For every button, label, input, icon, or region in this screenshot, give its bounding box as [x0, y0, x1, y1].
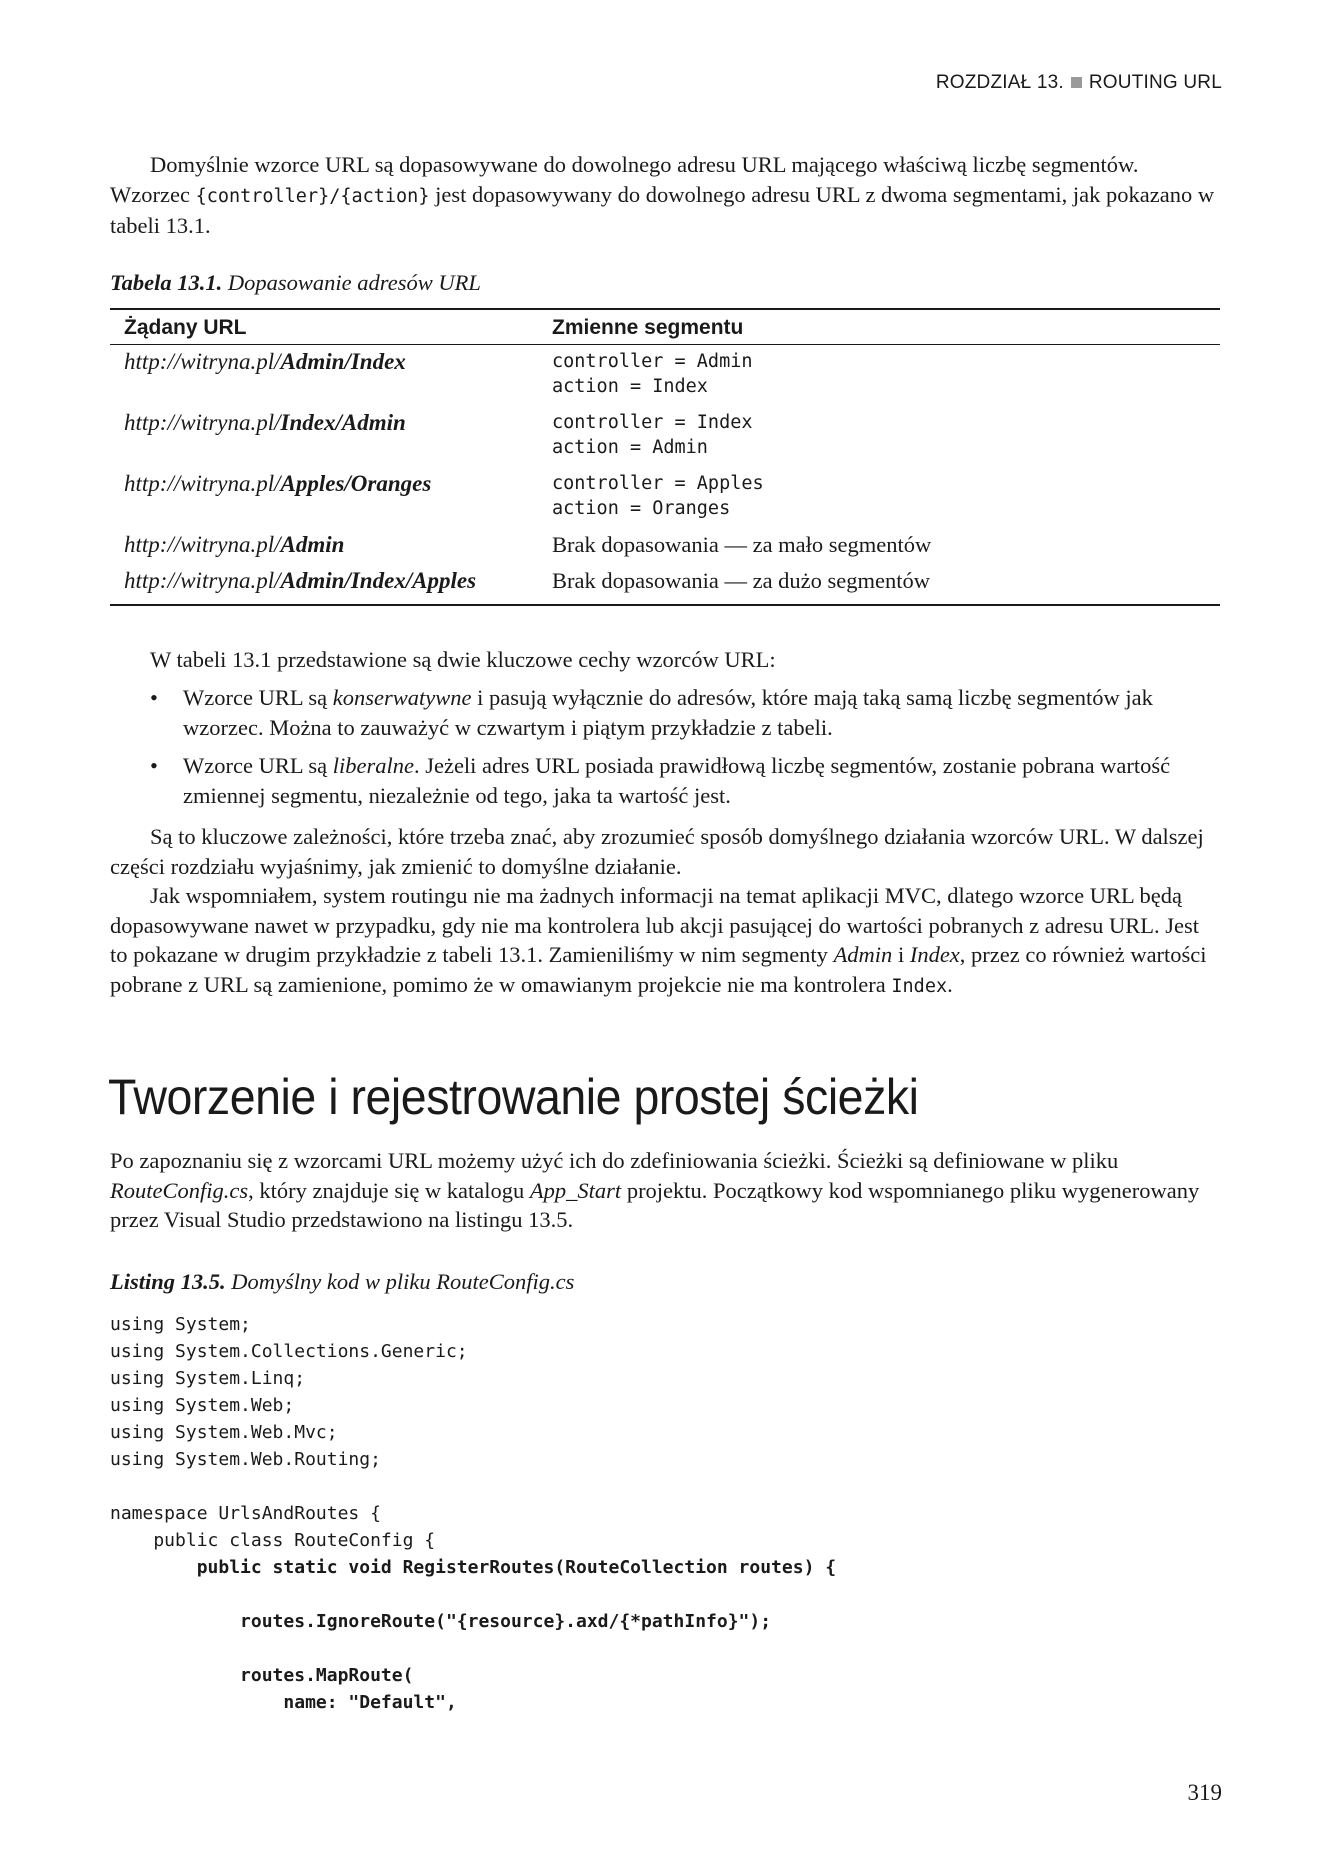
bullet-emphasis: konserwatywne: [332, 685, 472, 710]
var-action: action = Oranges: [552, 498, 731, 519]
intro-paragraph: [110, 150, 1220, 241]
route-text-c: projektu. Początkowy kod wspomnianego pliku wygenerowany przez Visual Studio przedstawiono na listingu 13.5.: [110, 1177, 1200, 1232]
table-caption: [110, 270, 481, 296]
table-cell-vars: [538, 345, 1220, 407]
bullet-dot-icon: •: [150, 753, 158, 778]
header-chapter: ROZDZIAŁ 13.: [935, 72, 1064, 93]
table-cell-url: [110, 345, 538, 407]
section-heading: Tworzenie i rejestrowanie prostej ścieżki: [108, 1069, 919, 1125]
url-segments: Apples/Oranges: [280, 471, 432, 496]
table-row: [110, 345, 1220, 407]
table-cell-url: [110, 406, 538, 467]
table-header-row: [110, 309, 1220, 345]
bullet-item: [150, 683, 1220, 742]
route-intro-paragraph: [110, 1146, 1220, 1235]
route-em-file: RouteConfig.cs: [110, 1177, 249, 1203]
var-controller: controller = Apples: [552, 473, 764, 494]
intro-text-a: Domyślnie wzorce URL są dopasowywane do dowolnego adresu URL mającego właściwą liczbę segmentów. Wzorzec: [110, 152, 1139, 207]
url-segments: Index/Admin: [280, 410, 406, 435]
table-cell-url: [110, 528, 538, 564]
url-prefix: http://witryna.pl/: [124, 568, 281, 593]
table-cell-url: [110, 564, 538, 605]
routing-text-a: Jak wspomniałem, system routingu nie ma żadnych informacji na temat aplikacji MVC, dlatego wzorce URL będą dopasowywane nawet w przypadku, gdy nie ma kontrolera lub akcji pasującej do wartości pobranych z adresu URL. Jest to pokazane w drugim przykładzie z tabeli 13.1. Zamieniliśmy w nim segmenty: [110, 883, 1200, 967]
table-cell-no-match: Brak dopasowania — za dużo segmentów: [552, 568, 931, 593]
routing-em-index: Index: [909, 942, 960, 967]
bullet-text-b: i pasują wyłącznie do adresów, które mają taką samą liczbę segmentów jak wzorzec. Można to zauważyć w czwartym i piątym przykładzie z tabeli.: [183, 685, 1153, 740]
table-header-requested-url: Żądany URL: [110, 309, 538, 345]
var-action: action = Admin: [552, 437, 708, 458]
code-normal-lines: using System; using System.Collections.Generic; using System.Linq; using System.Web; using System.Web.Mvc; using System.Web.Routing; namespace UrlsAndRoutes { public class RouteConfig {: [110, 1314, 468, 1551]
header-separator-square-icon: [1071, 77, 1082, 88]
table-cell-url: [110, 467, 538, 528]
table-row: [110, 467, 1220, 528]
routing-text-b: , przez co również wartości pobrane z URL są zamienione, pomimo że w omawianym projekcie nie ma kontrolera: [110, 942, 1207, 997]
url-prefix: http://witryna.pl/: [124, 532, 281, 557]
routing-paragraph: [110, 881, 1220, 1001]
url-prefix: http://witryna.pl/: [124, 410, 281, 435]
dependency-paragraph: Są to kluczowe zależności, które trzeba znać, aby zrozumieć sposób domyślnego działania wzorców URL. W dalszej części rozdziału wyjaśnimy, jak zmienić to domyślne działanie.: [110, 824, 1204, 879]
table-row: [110, 528, 1220, 564]
table-cell-vars: [538, 406, 1220, 467]
running-header: [936, 72, 1222, 94]
routing-em-admin: Admin: [833, 942, 893, 967]
table-row: [110, 564, 1220, 605]
listing-caption: [110, 1269, 574, 1295]
routing-code-index: Index: [891, 975, 948, 997]
listing-label: Listing 13.5.: [110, 1269, 226, 1294]
var-controller: controller = Admin: [552, 351, 753, 372]
code-listing: [110, 1311, 836, 1716]
route-em-folder: App_Start: [529, 1177, 622, 1203]
table-row: [110, 406, 1220, 467]
bullet-text-a: Wzorce URL są: [183, 753, 333, 778]
routing-text-mid: i: [892, 942, 910, 967]
bullet-dot-icon: •: [150, 685, 158, 710]
intro-text-b: jest dopasowywany do dowolnego adresu URL z dwoma segmentami, jak pokazano w tabeli 13.1.: [110, 181, 1215, 238]
table-cell-no-match: Brak dopasowania — za mało segmentów: [552, 532, 932, 557]
url-prefix: http://witryna.pl/: [124, 349, 281, 374]
page-number: 319: [1187, 1780, 1222, 1805]
url-segments: Admin/Index: [280, 349, 406, 374]
var-controller: controller = Index: [552, 412, 753, 433]
bullet-text-a: Wzorce URL są: [183, 685, 333, 710]
intro-code: {controller}/{action}: [195, 185, 430, 207]
bullet-emphasis: liberalne: [332, 753, 414, 778]
route-text-a: Po zapoznaniu się z wzorcami URL możemy użyć ich do zdefiniowania ścieżki. Ścieżki są definiowane w pliku: [110, 1148, 1119, 1173]
header-title: ROUTING URL: [1088, 72, 1222, 93]
code-bold-lines: public static void RegisterRoutes(RouteCollection routes) { routes.IgnoreRoute("{resource}.axd/{*pathInfo}"); routes.MapRoute( name: "Default",: [196, 1557, 837, 1713]
after-table-paragraph: W tabeli 13.1 przedstawione są dwie kluczowe cechy wzorców URL:: [150, 647, 776, 672]
bullet-item: [150, 751, 1220, 810]
route-text-b: , który znajduje się w katalogu: [248, 1177, 530, 1203]
table-caption-text: Dopasowanie adresów URL: [222, 270, 481, 295]
table-header-segment-variables: Zmienne segmentu: [538, 309, 1220, 345]
url-segments: Admin: [280, 532, 345, 557]
url-segments: Admin/Index/Apples: [280, 568, 477, 593]
url-matching-table: [110, 308, 1220, 606]
table-cell-vars: [538, 467, 1220, 528]
url-prefix: http://witryna.pl/: [124, 471, 281, 496]
var-action: action = Index: [552, 376, 708, 397]
table-caption-label: Tabela 13.1.: [110, 270, 223, 295]
listing-title: Domyślny kod w pliku RouteConfig.cs: [225, 1269, 575, 1294]
bullet-text-b: . Jeżeli adres URL posiada prawidłową liczbę segmentów, zostanie pobrana wartość zmiennej segmentu, niezależnie od tego, jaka ta wartość jest.: [183, 753, 1171, 808]
routing-text-c: .: [947, 971, 953, 997]
